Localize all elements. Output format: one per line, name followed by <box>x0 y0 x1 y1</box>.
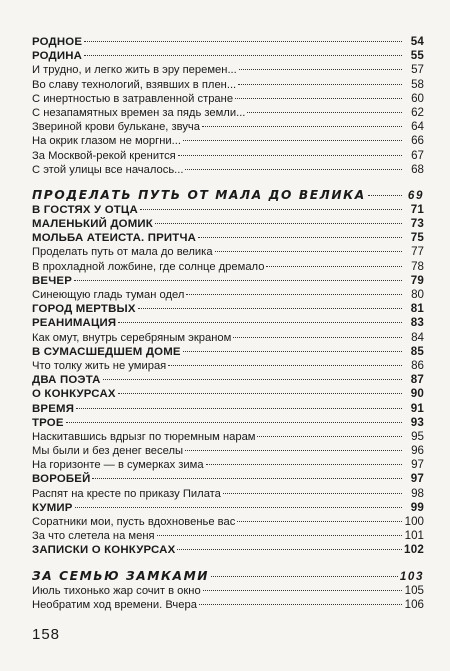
toc-entry <box>32 515 424 529</box>
entry-page-number: 106 <box>404 597 424 611</box>
toc-entry <box>32 120 424 134</box>
dot-leader <box>177 549 402 550</box>
entry-title: ЗА СЕМЬЮ ЗАМКАМИ <box>32 568 210 583</box>
entry-title: Звериной крови булькане, звуча <box>32 121 200 134</box>
toc-entry <box>32 444 424 458</box>
toc-entry <box>32 245 424 259</box>
entry-title: В СУМАСШЕДШЕМ ДОМЕ <box>32 345 181 358</box>
section-heading <box>32 187 424 203</box>
dot-leader <box>138 308 402 309</box>
entry-page-number: 66 <box>411 134 424 148</box>
entry-title: ВЕЧЕР <box>32 274 73 287</box>
entry-page-number: 93 <box>410 415 424 429</box>
toc-entry <box>32 458 424 472</box>
entry-page-number: 67 <box>411 148 424 162</box>
entry-title: Июль тихонько жар сочит в окно <box>32 584 201 597</box>
dot-leader <box>118 322 402 323</box>
section-gap <box>32 558 424 568</box>
toc-entry <box>32 106 424 120</box>
entry-page-number: 96 <box>411 444 424 458</box>
toc-entry <box>32 288 424 302</box>
section-heading <box>32 568 424 584</box>
toc-entry <box>32 529 424 543</box>
entry-page-number: 85 <box>410 344 424 358</box>
toc-entry <box>32 501 424 515</box>
entry-page-number: 105 <box>404 583 424 597</box>
toc-entry <box>32 543 424 557</box>
dot-leader <box>183 140 402 141</box>
dot-leader <box>185 450 402 451</box>
dot-leader <box>237 521 402 522</box>
entry-page-number: 83 <box>410 316 424 330</box>
dot-leader <box>84 41 402 42</box>
entry-page-number: 102 <box>404 543 424 557</box>
toc-entry <box>32 78 424 92</box>
entry-title: Необратим ход времени. Вчера <box>32 598 197 611</box>
toc-entry <box>32 92 424 106</box>
toc-entry <box>32 430 424 444</box>
entry-title: ВОРОБЕЙ <box>32 473 91 486</box>
entry-title: МОЛЬБА АТЕИСТА. ПРИТЧА <box>32 232 197 245</box>
toc-entry <box>32 217 424 231</box>
entry-page-number: 73 <box>410 217 424 231</box>
dot-leader <box>183 351 402 352</box>
entry-title: Синеющую гладь туман одел <box>32 289 185 301</box>
entry-title: МАЛЕНЬКИЙ ДОМИК <box>32 218 153 231</box>
entry-page-number: 99 <box>410 500 424 514</box>
toc-entry <box>32 149 424 163</box>
dot-leader <box>84 55 402 56</box>
entry-title: Наскитавшись вдрызг по тюремным нарам <box>32 430 256 443</box>
entry-title: Проделать путь от мала до велика <box>32 246 213 259</box>
dot-leader <box>74 280 402 281</box>
toc-entry <box>32 472 424 486</box>
entry-title: ПРОДЕЛАТЬ ПУТЬ ОТ МАЛА ДО ВЕЛИКА <box>32 187 366 202</box>
entry-page-number: 91 <box>410 401 424 415</box>
dot-leader <box>235 98 402 99</box>
toc-entry <box>32 487 424 501</box>
dot-leader <box>198 237 402 238</box>
dot-leader <box>239 69 402 70</box>
entry-page-number: 78 <box>411 259 424 273</box>
toc-entry <box>32 416 424 430</box>
entry-title: О КОНКУРСАХ <box>32 388 116 401</box>
entry-page-number: 60 <box>411 91 424 105</box>
entry-page-number: 80 <box>411 288 424 301</box>
entry-page-number: 57 <box>411 63 424 77</box>
entry-page-number: 55 <box>410 49 424 63</box>
dot-leader <box>257 436 402 437</box>
entry-title: Соратники мои, пусть вдохновенье вас <box>32 516 236 528</box>
dot-leader <box>233 337 402 338</box>
entry-page-number: 100 <box>404 515 424 528</box>
entry-title: Распят на кресте по приказу Пилата <box>32 487 221 500</box>
toc-entry <box>32 584 424 598</box>
dot-leader <box>368 195 402 196</box>
dot-leader <box>118 393 402 394</box>
toc-entry <box>32 302 424 316</box>
toc-entry <box>32 598 424 612</box>
entry-page-number: 103 <box>399 569 424 583</box>
toc-entry <box>32 316 424 330</box>
entry-title: С этой улицы все началось... <box>32 163 184 176</box>
entry-title: Во славу технологий, взявших в плен... <box>32 78 237 91</box>
entry-title: С незапамятных времен за пядь земли... <box>32 106 246 119</box>
dot-leader <box>92 478 402 479</box>
entry-page-number: 95 <box>411 429 424 443</box>
dot-leader <box>203 590 402 591</box>
toc-entry <box>32 134 424 148</box>
dot-leader <box>185 169 402 170</box>
toc-entry <box>32 35 424 49</box>
toc-entry <box>32 345 424 359</box>
entry-title: Мы были и без денег веселы <box>32 445 184 458</box>
entry-title: ВРЕМЯ <box>32 402 75 415</box>
entry-page-number: 71 <box>410 202 424 216</box>
entry-page-number: 58 <box>411 77 424 91</box>
entry-page-number: 79 <box>410 273 424 287</box>
entry-title: КУМИР <box>32 501 73 514</box>
entry-title: В ГОСТЯХ У ОТЦА <box>32 203 138 216</box>
entry-title: РЕАНИМАЦИЯ <box>32 317 117 330</box>
entry-page-number: 64 <box>411 120 424 134</box>
dot-leader <box>168 365 402 366</box>
dot-leader <box>266 266 402 267</box>
dot-leader <box>215 251 402 252</box>
entry-page-number: 97 <box>411 458 424 472</box>
entry-title: За что слетела на меня <box>32 530 155 543</box>
dot-leader <box>199 604 402 605</box>
dot-leader <box>186 294 402 295</box>
page-number: 158 <box>32 626 61 643</box>
entry-title: В прохладной ложбине, где солнце дремало <box>32 260 265 273</box>
entry-page-number: 97 <box>410 472 424 486</box>
entry-title: Что толку жить не умирая <box>32 359 167 372</box>
entry-page-number: 69 <box>407 188 424 202</box>
dot-leader <box>66 422 402 423</box>
entry-page-number: 86 <box>411 358 424 372</box>
entry-title: На окрик глазом не моргни... <box>32 135 181 148</box>
dot-leader <box>103 379 402 380</box>
toc-entry <box>32 331 424 345</box>
entry-page-number: 90 <box>410 387 424 401</box>
toc-entry <box>32 387 424 401</box>
dot-leader <box>178 155 402 156</box>
toc-entry <box>32 231 424 245</box>
entry-page-number: 62 <box>411 105 424 119</box>
toc-entry <box>32 373 424 387</box>
dot-leader <box>140 209 402 210</box>
entry-title: На горизонте — в сумерках зима <box>32 459 204 472</box>
dot-leader <box>76 408 402 409</box>
entry-page-number: 54 <box>410 35 424 48</box>
dot-leader <box>238 84 402 85</box>
entry-title: ТРОЕ <box>32 416 64 429</box>
table-of-contents <box>32 35 424 612</box>
entry-page-number: 98 <box>411 486 424 500</box>
dot-leader <box>206 464 402 465</box>
entry-page-number: 68 <box>411 162 424 176</box>
entry-title: ГОРОД МЕРТВЫХ <box>32 303 136 316</box>
entry-title: И трудно, и легко жить в эру перемен... <box>32 64 237 77</box>
entry-title: Как омут, внутрь серебряным экраном <box>32 331 232 344</box>
entry-page-number: 77 <box>411 245 424 259</box>
toc-entry <box>32 274 424 288</box>
entry-title: ЗАПИСКИ О КОНКУРСАХ <box>32 544 176 557</box>
entry-title: ДВА ПОЭТА <box>32 374 101 387</box>
dot-leader <box>223 493 402 494</box>
dot-leader <box>211 576 398 577</box>
toc-entry <box>32 203 424 217</box>
toc-entry <box>32 49 424 63</box>
entry-page-number: 81 <box>410 302 424 316</box>
dot-leader <box>155 223 402 224</box>
dot-leader <box>75 507 402 508</box>
entry-page-number: 84 <box>411 330 424 344</box>
entry-title: С инертностью в затравленной стране <box>32 92 234 105</box>
toc-entry <box>32 163 424 177</box>
toc-entry <box>32 402 424 416</box>
entry-page-number: 75 <box>410 231 424 245</box>
entry-page-number: 101 <box>404 529 424 543</box>
entry-title: За Москвой-рекой кренится <box>32 149 176 162</box>
dot-leader <box>202 126 402 127</box>
section-gap <box>32 177 424 187</box>
toc-entry <box>32 260 424 274</box>
entry-title: РОДНОЕ <box>32 36 83 48</box>
entry-title: РОДИНА <box>32 50 83 63</box>
toc-entry <box>32 63 424 77</box>
toc-entry <box>32 359 424 373</box>
entry-page-number: 87 <box>410 373 424 387</box>
dot-leader <box>247 112 402 113</box>
dot-leader <box>157 535 402 536</box>
